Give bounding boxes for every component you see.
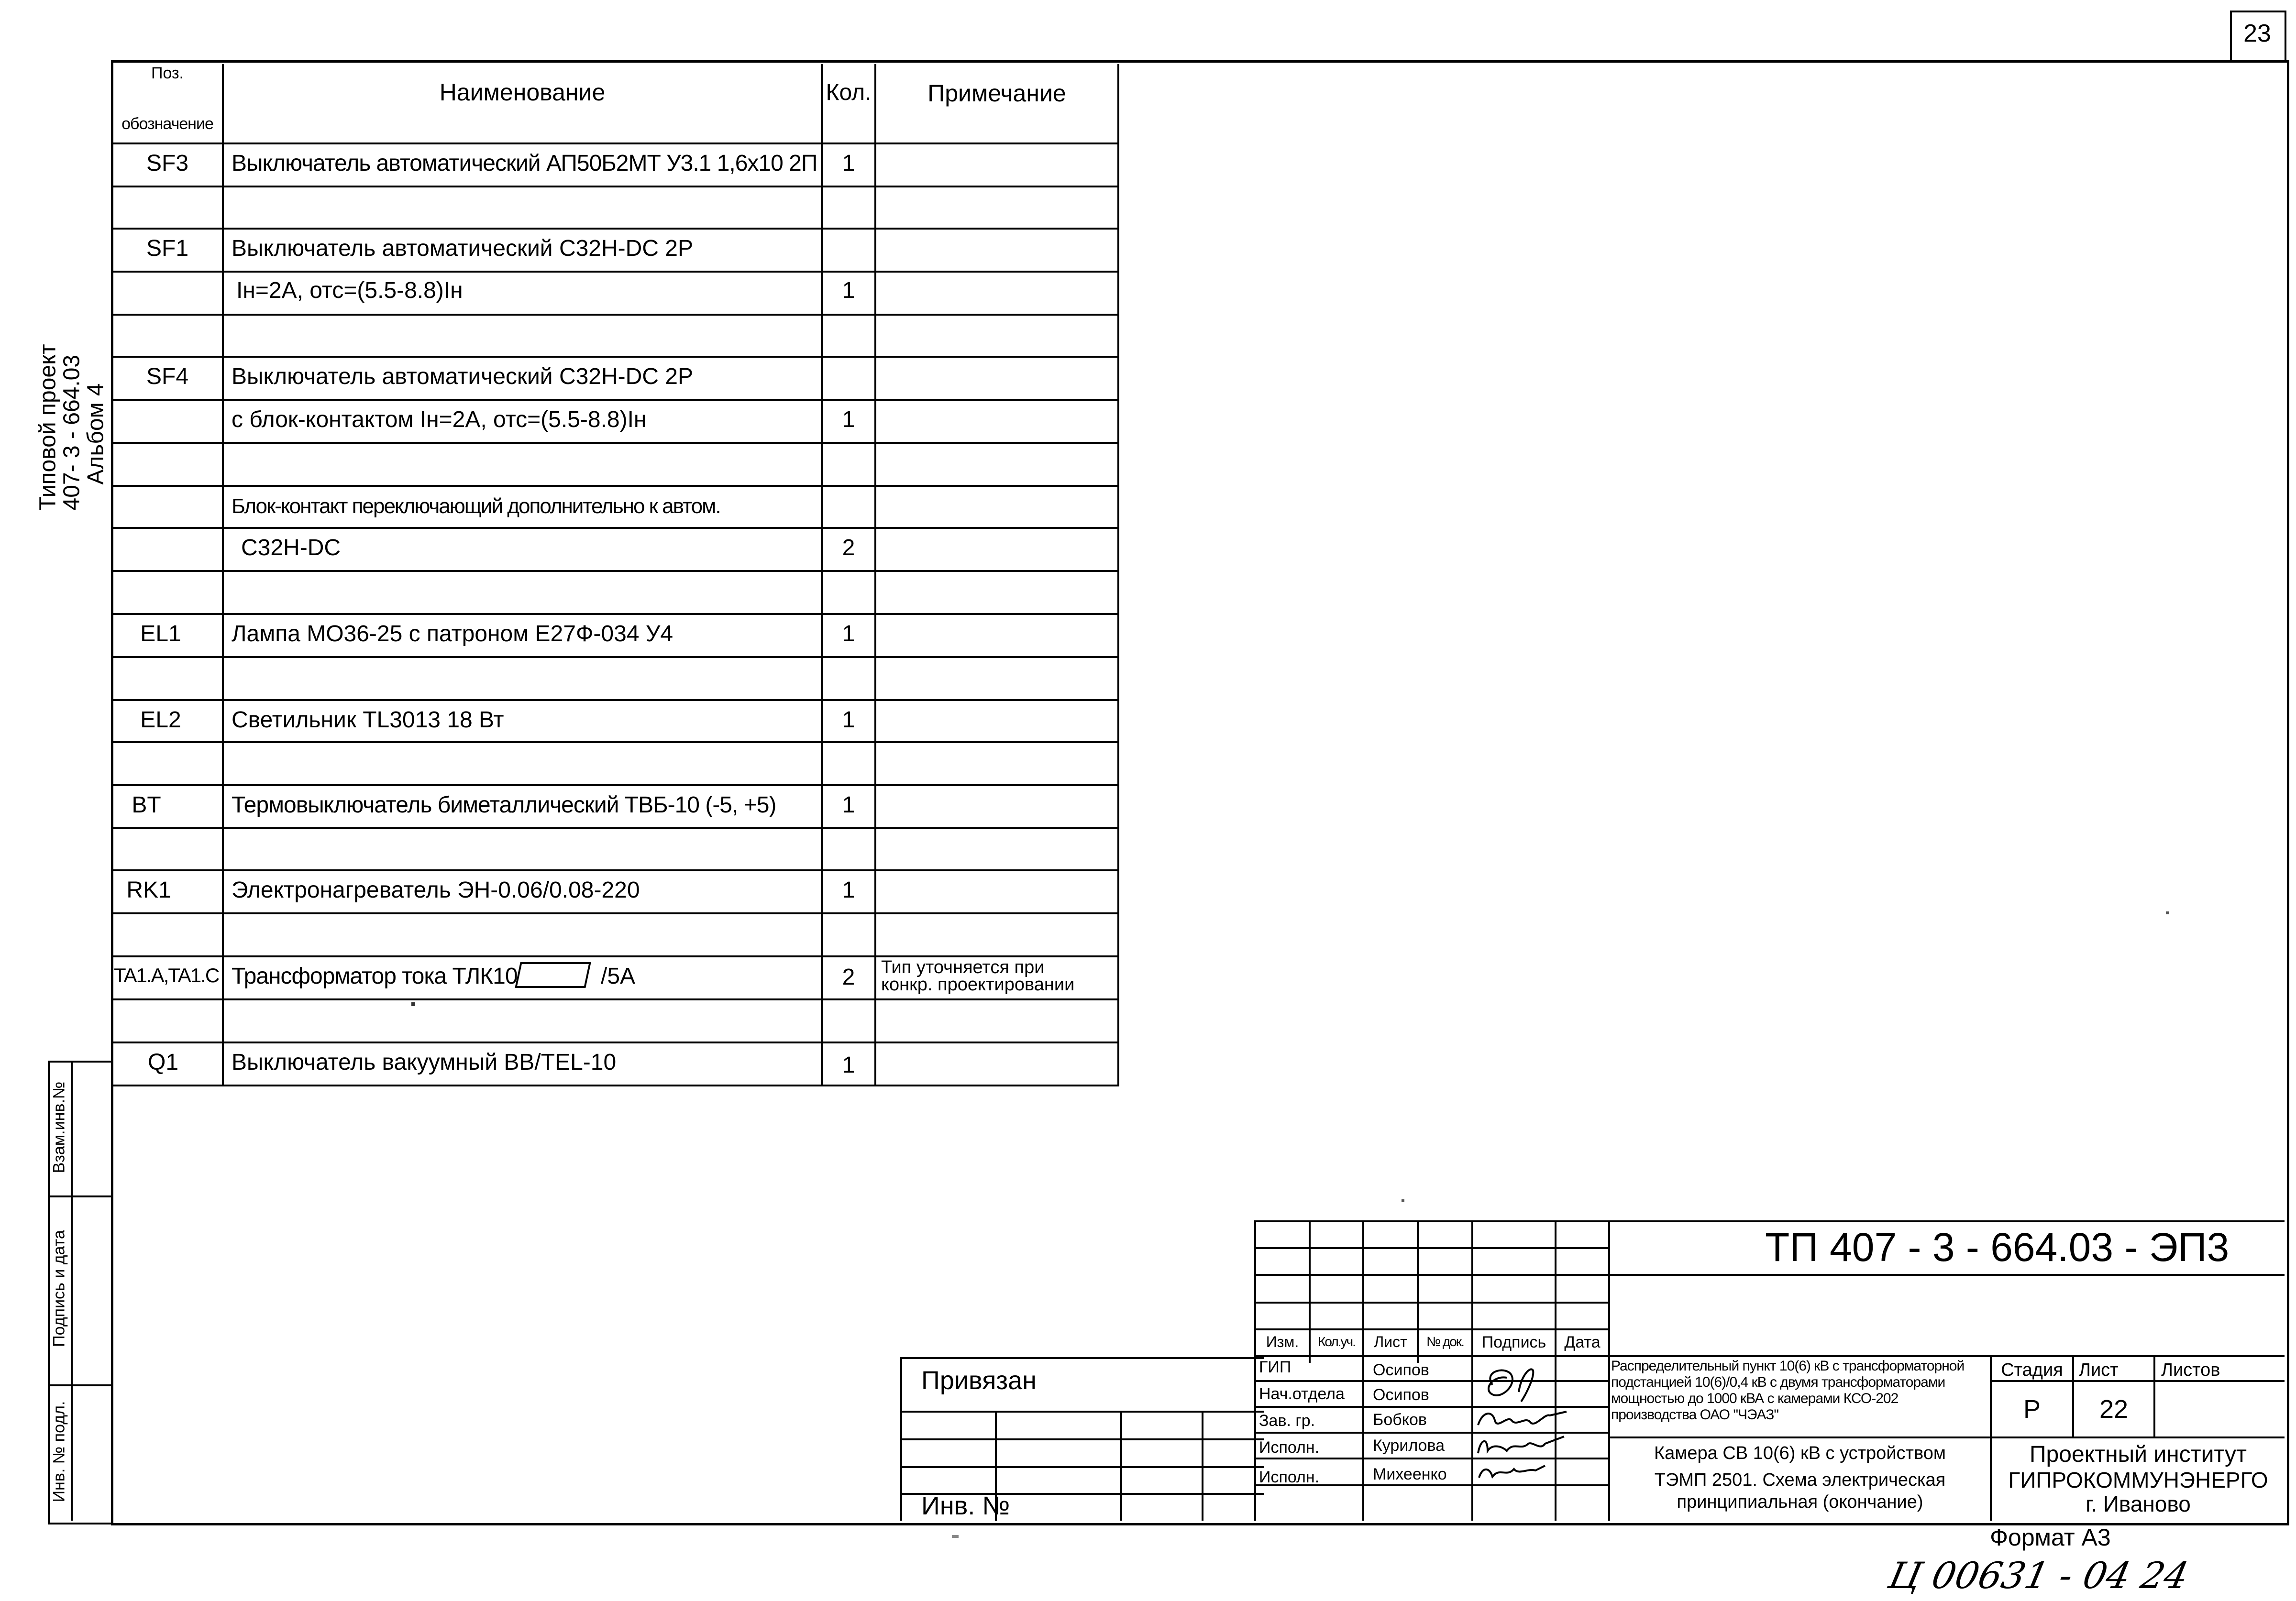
staff-role: Нач.отдела bbox=[1259, 1385, 1345, 1403]
sheets-label: Листов bbox=[2161, 1360, 2220, 1380]
header-pos-line1: Поз. bbox=[151, 64, 184, 82]
row-name: С32Н-DC bbox=[241, 535, 341, 560]
scan-speck bbox=[1402, 1199, 1404, 1202]
project-label-line3: Альбом 4 bbox=[83, 383, 109, 485]
col-header-date: Дата bbox=[1564, 1333, 1601, 1351]
stamp-inv-podl: Инв. № подл. bbox=[50, 1401, 68, 1502]
row-qty: 1 bbox=[842, 792, 855, 818]
row-name: Выключатель автоматический С32Н-DC 2P bbox=[232, 236, 694, 261]
organization-line1: Проектный институт bbox=[2030, 1442, 2247, 1467]
signature-kurilova bbox=[1473, 1432, 1569, 1460]
row-qty: 2 bbox=[842, 965, 855, 990]
row-pos: SF1 bbox=[146, 236, 189, 261]
format-label: Формат А3 bbox=[1990, 1524, 2111, 1551]
row-name: Трансформатор тока ТЛК10 bbox=[232, 964, 518, 989]
stamp-signature-date: Подпись и дата bbox=[50, 1230, 68, 1347]
scan-speck bbox=[411, 1002, 415, 1006]
col-header-signature: Подпись bbox=[1481, 1333, 1546, 1351]
header-name: Наименование bbox=[439, 79, 606, 106]
project-description-line4: производства ОАО "ЧЭАЗ" bbox=[1611, 1407, 1778, 1423]
organization-line2: ГИПРОКОММУНЭНЕРГО bbox=[2008, 1468, 2268, 1492]
project-description-line1: Распределительный пункт 10(6) кВ с трансформаторной bbox=[1611, 1358, 1965, 1374]
row-name: Блок-контакт переключающий дополнительно к автом. bbox=[232, 494, 720, 518]
signature-osipov bbox=[1473, 1356, 1555, 1414]
row-pos: EL1 bbox=[140, 621, 181, 647]
staff-role: Зав. гр. bbox=[1259, 1412, 1315, 1430]
header-qty: Кол. bbox=[826, 80, 872, 105]
sheet-value: 22 bbox=[2099, 1395, 2129, 1424]
row-pos: SF3 bbox=[146, 151, 189, 176]
row-note-line1: Тип уточняется при bbox=[881, 957, 1045, 977]
row-name: Iн=2А, отс=(5.5-8.8)Iн bbox=[236, 278, 463, 303]
inventory-number-label: Инв. № bbox=[921, 1491, 1010, 1520]
staff-name: Бобков bbox=[1373, 1411, 1427, 1429]
handwritten-archive-code: Ц 00631 - 04 24 bbox=[1885, 1554, 2193, 1597]
row-pos: RK1 bbox=[126, 877, 171, 903]
staff-role: Исполн. bbox=[1259, 1438, 1320, 1457]
col-header-doc-no: № док. bbox=[1426, 1334, 1464, 1349]
drawing-title-line1: Камера СВ 10(6) кВ с устройством bbox=[1654, 1443, 1946, 1463]
col-header-kol-uch: Кол.уч. bbox=[1318, 1334, 1355, 1349]
signature-mikheenko bbox=[1473, 1458, 1555, 1485]
scan-speck bbox=[2166, 911, 2169, 914]
row-name: Электронагреватель ЭН-0.06/0.08-220 bbox=[232, 877, 640, 903]
header-note: Примечание bbox=[927, 80, 1066, 107]
row-name: Выключатель вакуумный ВВ/TEL-10 bbox=[232, 1050, 617, 1075]
row-pos: BT bbox=[132, 792, 161, 818]
row-qty: 1 bbox=[842, 877, 855, 903]
signature-bobkov bbox=[1473, 1406, 1569, 1435]
row-qty: 1 bbox=[842, 151, 855, 176]
row-name-suffix: /5А bbox=[601, 964, 636, 989]
row-qty: 1 bbox=[842, 278, 855, 303]
col-header-list: Лист bbox=[1374, 1333, 1407, 1350]
project-label-line1: Типовой проект bbox=[35, 344, 61, 511]
staff-role: ГИП bbox=[1259, 1358, 1292, 1376]
row-qty: 1 bbox=[842, 1053, 855, 1078]
staff-name: Осипов bbox=[1373, 1361, 1429, 1379]
scan-speck bbox=[952, 1535, 959, 1538]
sheet-label: Лист bbox=[2079, 1360, 2119, 1380]
row-name: Лампа МО36-25 с патроном Е27Ф-034 У4 bbox=[232, 621, 673, 647]
row-note-line2: конкр. проектировании bbox=[881, 975, 1075, 995]
row-qty: 1 bbox=[842, 621, 855, 647]
staff-name: Осипов bbox=[1373, 1386, 1429, 1404]
staff-name: Курилова bbox=[1373, 1437, 1445, 1455]
project-description-line3: мощностью до 1000 кВА с камерами КСО-202 bbox=[1611, 1391, 1899, 1406]
row-pos: Q1 bbox=[147, 1050, 179, 1075]
row-qty: 1 bbox=[842, 407, 855, 432]
organization-line3: г. Иваново bbox=[2086, 1491, 2191, 1516]
staff-role: Исполн. bbox=[1259, 1468, 1320, 1486]
row-qty: 1 bbox=[842, 707, 855, 733]
header-pos-line2: обозначение bbox=[121, 115, 213, 133]
row-qty: 2 bbox=[842, 535, 855, 560]
row-pos: TA1.A,TA1.C bbox=[114, 964, 219, 987]
staff-name: Михеенко bbox=[1373, 1465, 1447, 1483]
col-header-izm: Изм. bbox=[1266, 1333, 1299, 1350]
sheet-number: 23 bbox=[2243, 20, 2271, 47]
stamp-vzam-inv: Взам.инв.№ bbox=[50, 1081, 68, 1173]
blank-field-box bbox=[515, 962, 591, 988]
stage-label: Стадия bbox=[2001, 1360, 2063, 1380]
row-name: Выключатель автоматический С32Н-DC 2P bbox=[232, 364, 694, 389]
project-description-line2: подстанцией 10(6)/0,4 кВ с двумя трансформаторами bbox=[1611, 1374, 1945, 1390]
row-name: Термовыключатель биметаллический ТВБ-10 (-5, +5) bbox=[232, 792, 776, 818]
row-pos: SF4 bbox=[146, 364, 189, 389]
row-name: Выключатель автоматический АП50Б2МТ У3.1 1,6х10 2П bbox=[232, 151, 817, 176]
project-label-line2: 407- 3 - 664.03 bbox=[59, 354, 85, 511]
stage-value: Р bbox=[2023, 1395, 2041, 1424]
drawing-title-line2: ТЭМП 2501. Схема электрическая bbox=[1654, 1470, 1946, 1490]
row-name: с блок-контактом Iн=2А, отс=(5.5-8.8)Iн bbox=[232, 407, 647, 432]
document-code: ТП 407 - 3 - 664.03 - ЭП3 bbox=[1765, 1225, 2230, 1270]
row-name: Светильник TL3013 18 Вт bbox=[232, 707, 504, 733]
row-pos: EL2 bbox=[140, 707, 181, 733]
drawing-title-line3: принципиальная (окончание) bbox=[1677, 1492, 1923, 1512]
binding-label: Привязан bbox=[921, 1366, 1037, 1395]
